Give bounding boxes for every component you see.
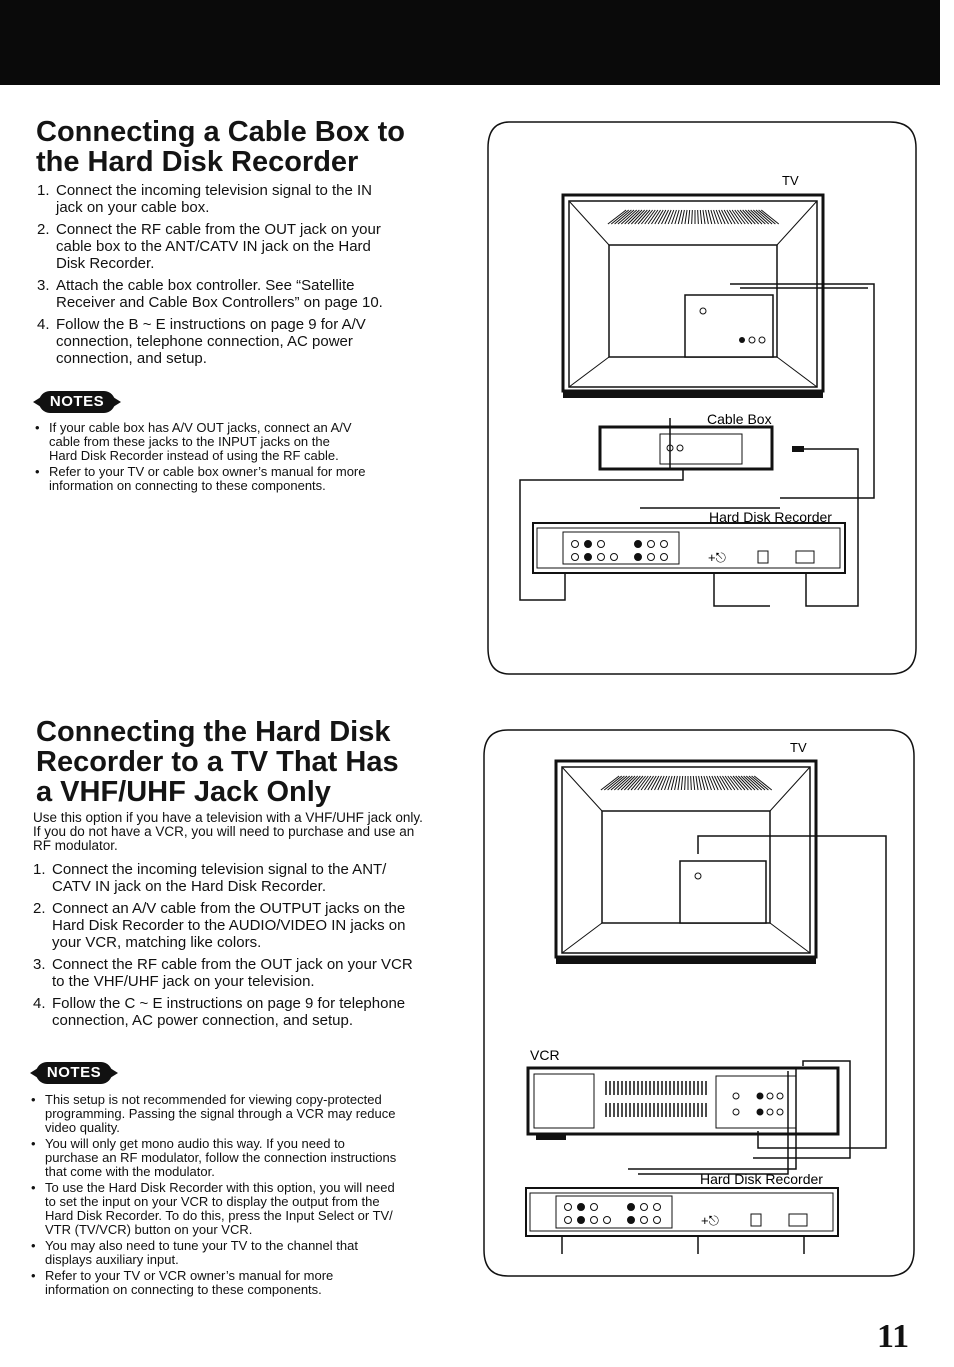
step-number: 2. [33,900,46,917]
note-item: • You may also need to tune your TV to the channel that displays auxiliary input. [31,1239,476,1267]
section2-title: Connecting the Hard Disk Recorder to a TV That Has a VHF/UHF Jack Only [36,716,399,808]
page-number: 11 [877,1318,910,1355]
step-item [37,182,467,216]
step-item [37,316,467,367]
section2-steps [33,861,473,1034]
step-item [33,956,473,990]
step-item [37,277,467,311]
step-item [33,995,473,1029]
hdr-label: Hard Disk Recorder [709,509,832,525]
svg-text:+⎋: +⎋ [701,1213,719,1228]
step-text: Connect an A/V cable from the OUTPUT jacks on the Hard Disk Recorder to the AUDIO/VIDEO IN jacks on your VCR, matching like colors. [52,900,406,951]
step-number: 4. [37,316,50,333]
section2-notes [31,1093,476,1299]
hard-disk-recorder-illustration [533,523,845,573]
vhf-uhf-connection-diagram [478,726,918,1281]
note-item: • Refer to your TV or cable box owner’s manual for more information on connecting to these components. [35,465,465,493]
svg-text:+⎋: +⎋ [708,550,726,565]
section1-notes [35,421,465,495]
step-text: Connect the incoming television signal to the IN jack on your cable box. [56,182,373,216]
note-item: • You will only get mono audio this way. If you need to purchase an RF modulator, follow the connection instructions that come with the modulator. [31,1137,476,1179]
section1-notes-badge: NOTES [39,391,115,413]
section2-notes-badge: NOTES [36,1062,112,1084]
section1-title: Connecting a Cable Box to the Hard Disk Recorder [36,116,405,178]
note-item: • To use the Hard Disk Recorder with this option, you will need to set the input on your VCR to display the output from the Hard Disk Recorder. To do this, press the Input Select or TV/ VTR (TV/VCR) button on your VCR. [31,1181,476,1237]
note-item: • Refer to your TV or VCR owner’s manual for more information on connecting to these components. [31,1269,476,1297]
section2-intro: Use this option if you have a television with a VHF/UHF jack only. If you do not have a VCR, you will need to purchase and use an RF modulator. [33,810,423,853]
step-number: 2. [37,221,50,238]
tv-label: TV [782,173,799,188]
note-item: • This setup is not recommended for viewing copy-protected programming. Passing the signal through a VCR may reduce video quality. [31,1093,476,1135]
step-number: 1. [37,182,50,199]
vcr-label: VCR [530,1047,560,1063]
hdr-label: Hard Disk Recorder [700,1171,823,1187]
hard-disk-recorder-illustration [526,1188,838,1236]
step-text: Connect the RF cable from the OUT jack on your cable box to the ANT/CATV IN jack on the Hard Disk Recorder. [56,221,381,272]
tv-illustration [563,195,823,398]
step-item [33,900,473,951]
tv-illustration [556,761,816,964]
step-number: 4. [33,995,46,1012]
step-text: Attach the cable box controller. See “Satellite Receiver and Cable Box Controllers” on page 10. [56,277,383,311]
note-item: • If your cable box has A/V OUT jacks, connect an A/V cable from these jacks to the INPUT jacks on the Hard Disk Recorder instead of using the RF cable. [35,421,465,463]
step-number: 3. [33,956,46,973]
step-number: 3. [37,277,50,294]
step-item [33,861,473,895]
top-black-bar [0,0,940,85]
cable-box-illustration [600,427,804,469]
step-text: Connect the incoming television signal to the ANT/ CATV IN jack on the Hard Disk Recorder. [52,861,387,895]
tv-label: TV [790,740,807,755]
step-number: 1. [33,861,46,878]
vcr-illustration [528,1068,838,1140]
section1-steps [37,182,467,372]
step-text: Follow the C ~ E instructions on page 9 for telephone connection, AC power connection, and setup. [52,995,406,1029]
cable-box-connection-diagram [480,118,920,678]
step-text: Connect the RF cable from the OUT jack on your VCR to the VHF/UHF jack on your television. [52,956,413,990]
step-item [37,221,467,272]
cable-box-label: Cable Box [707,411,772,427]
step-text: Follow the B ~ E instructions on page 9 for A/V connection, telephone connection, AC power connection, and setup. [56,316,366,367]
